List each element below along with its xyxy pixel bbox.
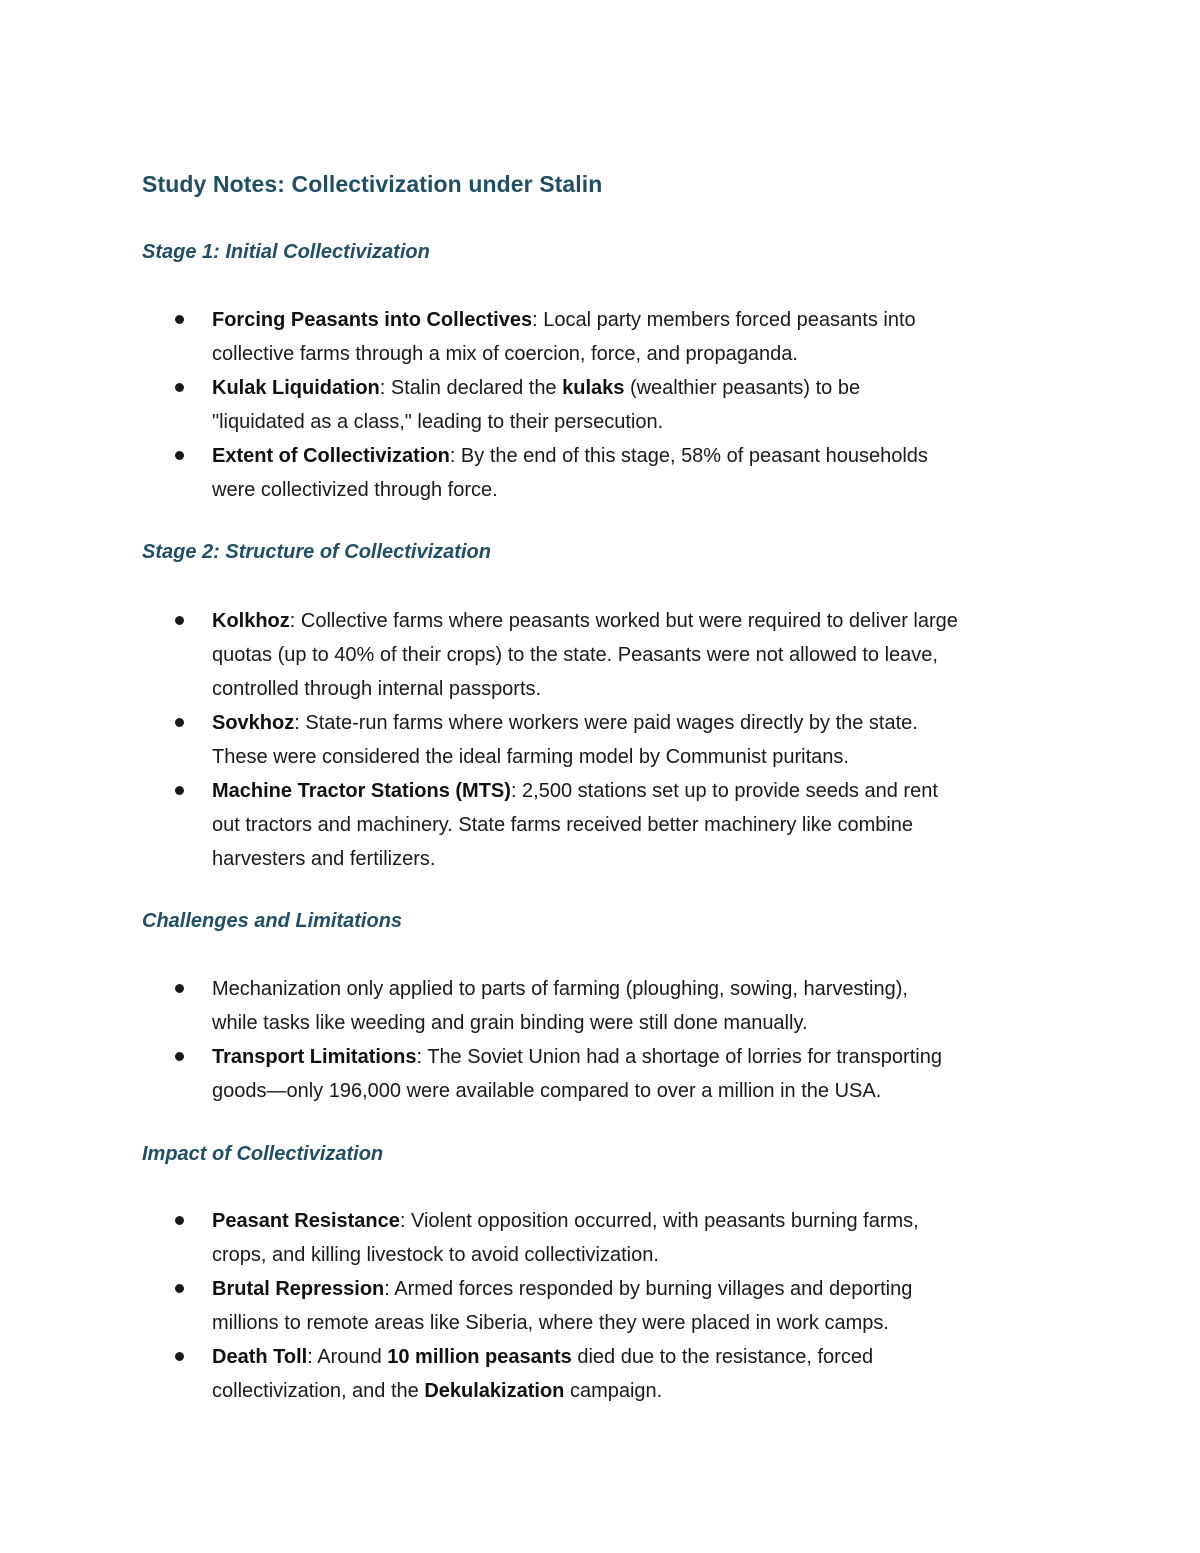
list-item bbox=[0, 1340, 1072, 1408]
item-text: : Around bbox=[307, 1346, 388, 1368]
item-text: : By the end of this stage, 58% of peasant households bbox=[449, 445, 928, 467]
bullet-icon bbox=[175, 718, 184, 727]
bullet-icon bbox=[175, 451, 184, 460]
bullet-icon bbox=[175, 616, 184, 625]
item-text: : Local party members forced peasants into bbox=[532, 309, 916, 331]
bullet-icon bbox=[175, 1352, 184, 1361]
bullet-list-stage-2 bbox=[0, 604, 1072, 876]
item-text: died due to the resistance, forced bbox=[571, 1346, 874, 1368]
list-item bbox=[0, 1204, 1072, 1272]
list-item bbox=[0, 604, 1072, 706]
item-text: millions to remote areas like Siberia, where they were placed in work camps. bbox=[212, 1312, 889, 1334]
item-text: crops, and killing livestock to avoid collectivization. bbox=[212, 1244, 659, 1266]
list-item bbox=[0, 972, 1072, 1040]
emphasis-text: Dekulakization bbox=[424, 1380, 565, 1402]
bullet-icon bbox=[175, 1052, 184, 1061]
item-text: : State-run farms where workers were paid wages directly by the state. bbox=[294, 712, 918, 734]
item-text: harvesters and fertilizers. bbox=[212, 848, 436, 870]
item-text: "liquidated as a class," leading to their persecution. bbox=[212, 411, 664, 433]
item-text: out tractors and machinery. State farms received better machinery like combine bbox=[212, 814, 914, 836]
term-label: Death Toll bbox=[212, 1346, 308, 1368]
term-label: Transport Limitations bbox=[212, 1046, 417, 1068]
list-item bbox=[0, 774, 1072, 876]
item-text: campaign. bbox=[564, 1380, 663, 1402]
term-label: Machine Tractor Stations (MTS) bbox=[212, 780, 511, 802]
term-label: Forcing Peasants into Collectives bbox=[212, 309, 533, 331]
bullet-icon bbox=[175, 1284, 184, 1293]
item-text: : The Soviet Union had a shortage of lorries for transporting bbox=[416, 1046, 942, 1068]
bullet-icon bbox=[175, 984, 184, 993]
list-item bbox=[0, 1272, 1072, 1340]
item-text: goods—only 196,000 were available compared to over a million in the USA. bbox=[212, 1080, 882, 1102]
bullet-icon bbox=[175, 383, 184, 392]
item-text: collectivization, and the bbox=[212, 1380, 425, 1402]
item-text: collective farms through a mix of coercion, force, and propaganda. bbox=[212, 343, 798, 365]
bullet-icon bbox=[175, 315, 184, 324]
list-item bbox=[0, 706, 1072, 774]
bullet-icon bbox=[175, 786, 184, 795]
term-label: Kolkhoz bbox=[212, 610, 290, 632]
list-item bbox=[0, 303, 1072, 371]
page-title: Study Notes: Collectivization under Stalin bbox=[142, 171, 603, 197]
bullet-list-challenges bbox=[0, 972, 1072, 1108]
term-label: Extent of Collectivization bbox=[212, 445, 450, 467]
item-text: These were considered the ideal farming model by Communist puritans. bbox=[212, 746, 849, 768]
term-label: Peasant Resistance bbox=[212, 1210, 400, 1232]
item-text: : Stalin declared the bbox=[379, 377, 563, 399]
item-text: : Armed forces responded by burning villages and deporting bbox=[384, 1278, 913, 1300]
term-label: Brutal Repression bbox=[212, 1278, 385, 1300]
section-heading-stage-1: Stage 1: Initial Collectivization bbox=[142, 241, 430, 263]
item-text: (wealthier peasants) to be bbox=[624, 377, 861, 399]
bullet-icon bbox=[175, 1216, 184, 1225]
emphasis-text: 10 million peasants bbox=[387, 1346, 572, 1368]
section-heading-challenges: Challenges and Limitations bbox=[142, 910, 403, 932]
list-item bbox=[0, 1040, 1072, 1108]
list-item bbox=[0, 439, 1072, 507]
item-text: : Collective farms where peasants worked but were required to deliver large bbox=[289, 610, 958, 632]
item-text: : 2,500 stations set up to provide seeds and rent bbox=[510, 780, 938, 802]
item-text: quotas (up to 40% of their crops) to the state. Peasants were not allowed to leave, bbox=[212, 644, 938, 666]
item-text: controlled through internal passports. bbox=[212, 678, 542, 700]
bullet-list-impact bbox=[0, 1204, 1072, 1408]
item-text: Mechanization only applied to parts of farming (ploughing, sowing, harvesting), bbox=[212, 978, 908, 1000]
item-text: : Violent opposition occurred, with peasants burning farms, bbox=[399, 1210, 919, 1232]
item-text: were collectivized through force. bbox=[212, 479, 498, 501]
item-text: while tasks like weeding and grain binding were still done manually. bbox=[212, 1012, 808, 1034]
emphasis-text: kulaks bbox=[562, 377, 625, 399]
section-heading-stage-2: Stage 2: Structure of Collectivization bbox=[142, 541, 491, 563]
list-item bbox=[0, 371, 1072, 439]
bullet-list-stage-1 bbox=[0, 303, 1072, 507]
term-label: Sovkhoz bbox=[212, 712, 295, 734]
section-heading-impact: Impact of Collectivization bbox=[142, 1143, 384, 1165]
term-label: Kulak Liquidation bbox=[212, 377, 380, 399]
